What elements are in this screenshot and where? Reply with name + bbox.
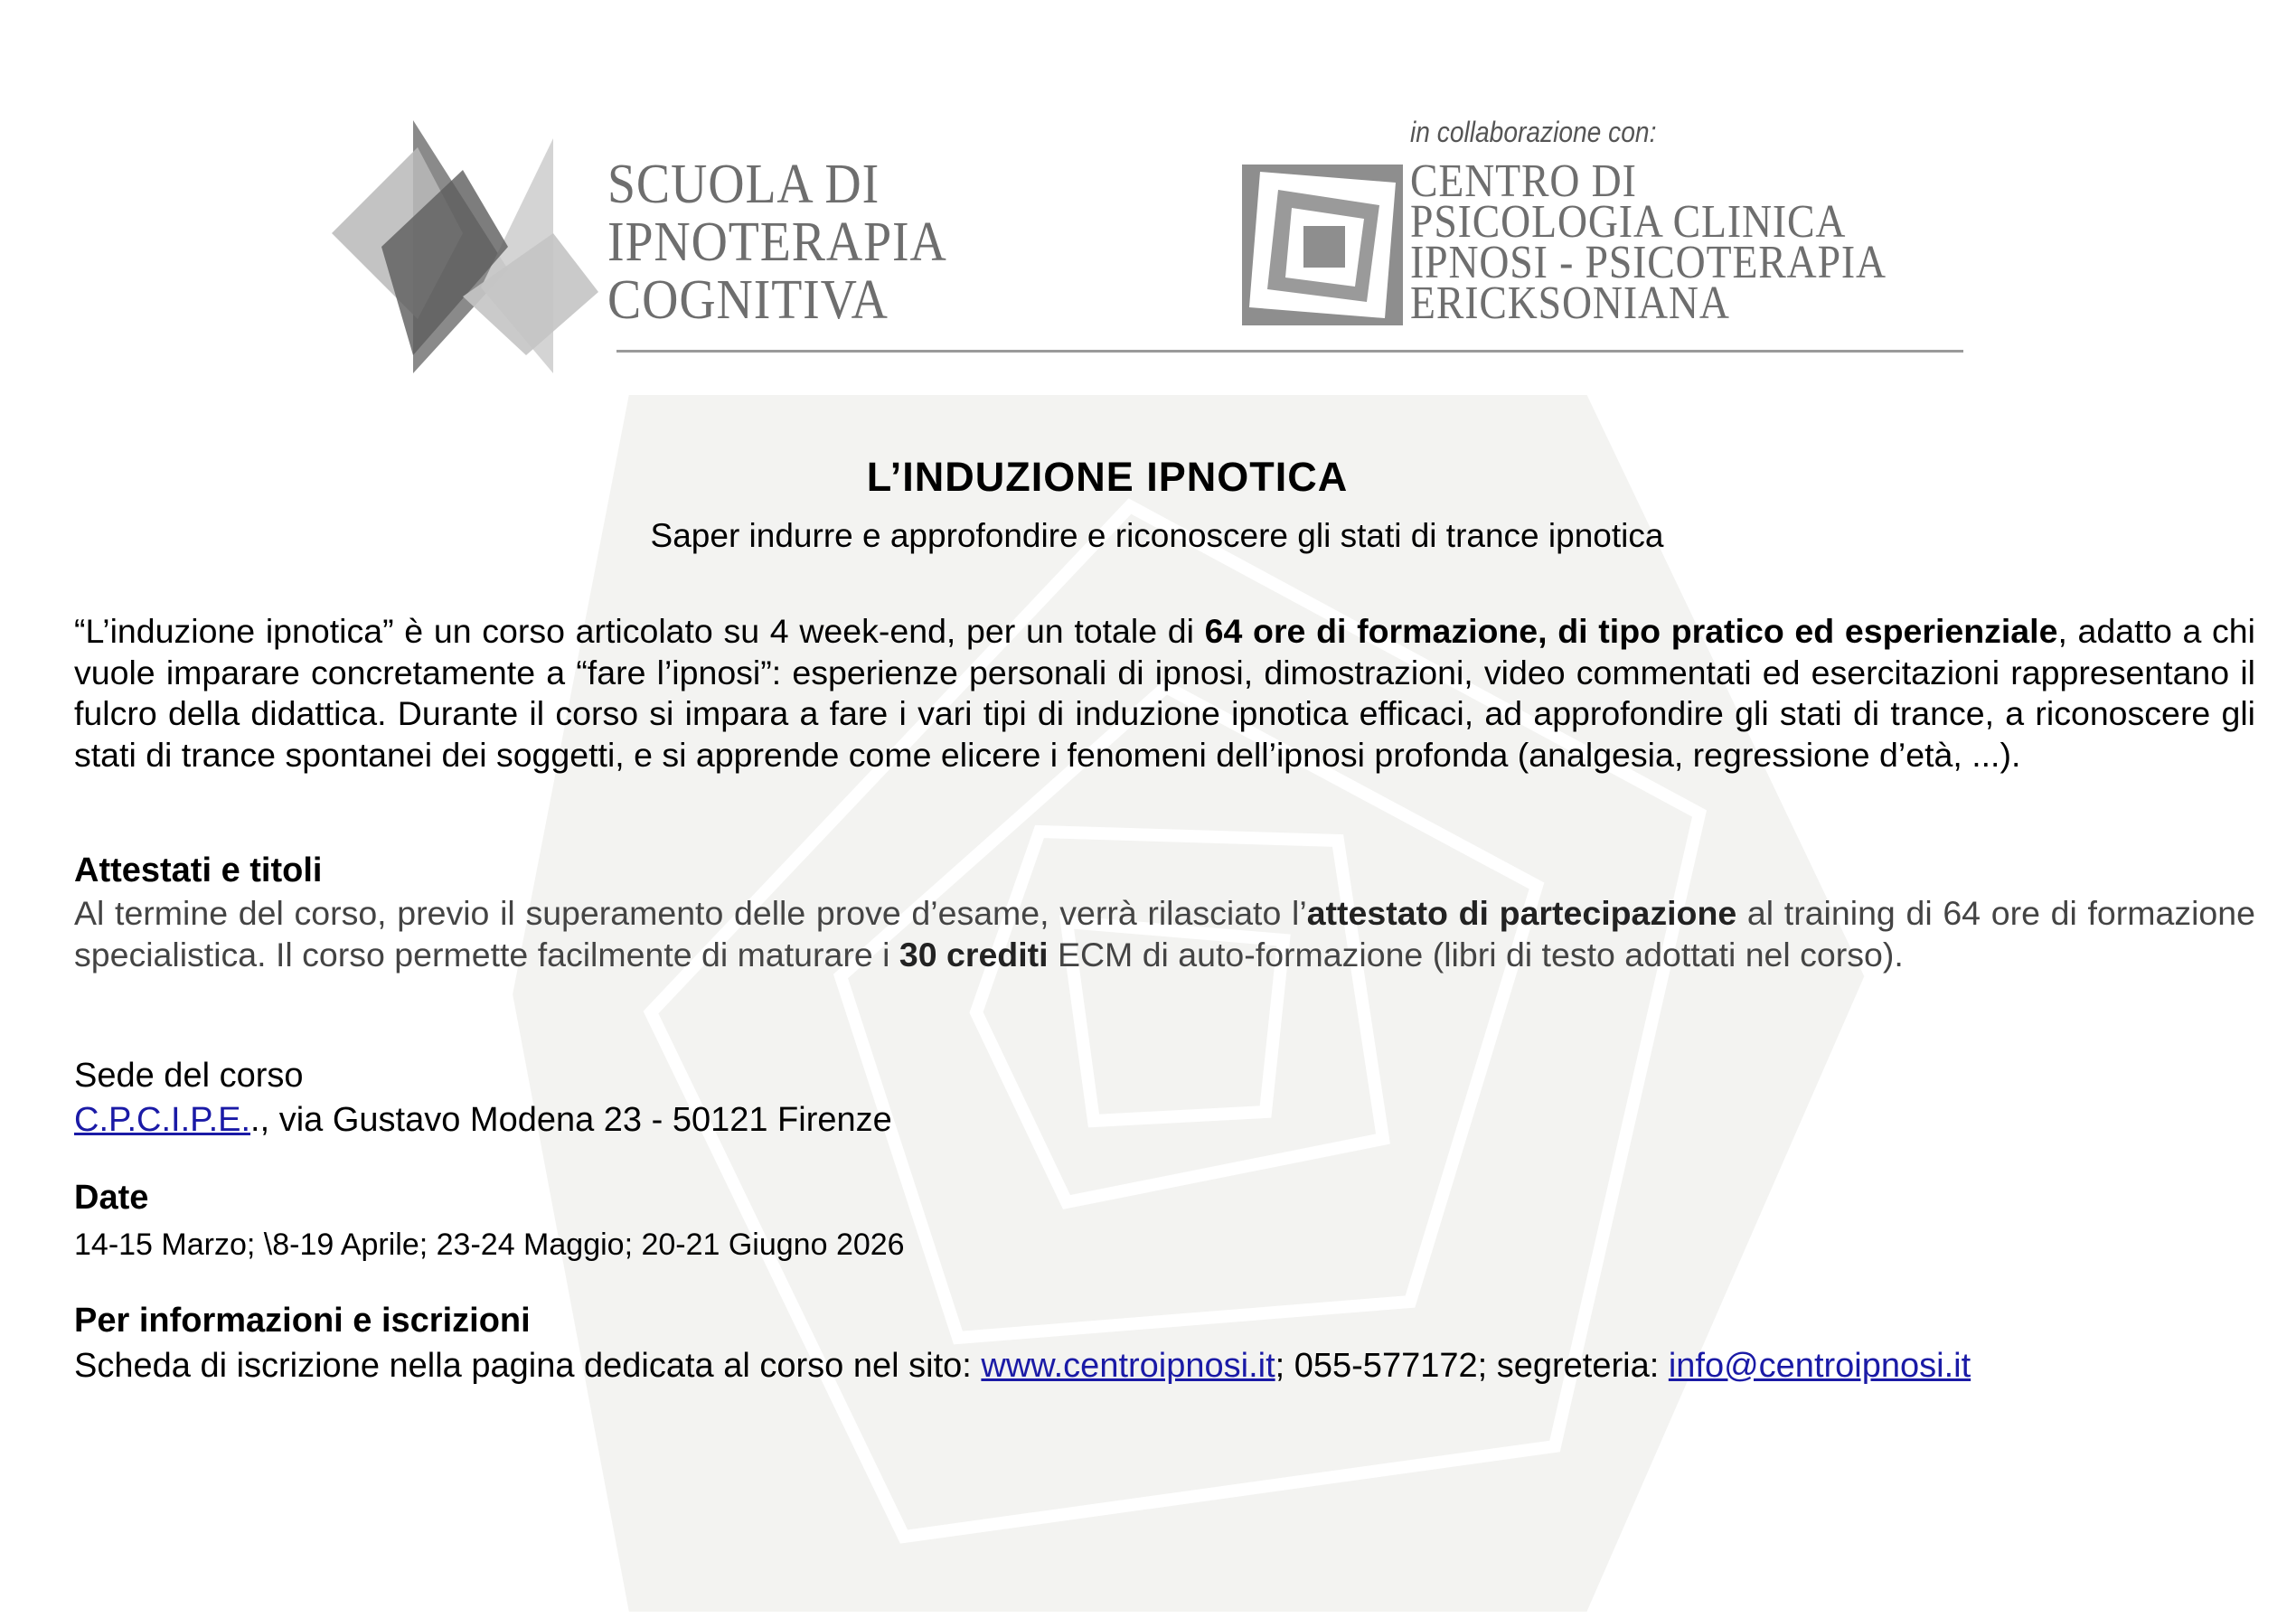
highlight: attestato di partecipazione — [1306, 894, 1737, 932]
logo-line: IPNOTERAPIA — [607, 212, 947, 273]
date-heading: Date — [74, 1179, 149, 1217]
logo-line: COGNITIVA — [607, 269, 889, 331]
course-title: L’INDUZIONE IPNOTICA — [866, 454, 1349, 500]
cpcipe-link[interactable]: C.P.C.I.P.E. — [74, 1101, 251, 1139]
school-logo-text — [607, 155, 947, 329]
logo-line: SCUOLA DI — [607, 154, 880, 215]
website-link[interactable]: www.centroipnosi.it — [981, 1347, 1275, 1385]
text: Scheda di iscrizione nella pagina dedicata al corso nel sito: — [74, 1347, 982, 1385]
course-description — [74, 611, 2255, 776]
sede-address — [74, 1101, 892, 1140]
logo-line: IPNOSI - PSICOTERAPIA — [1410, 237, 1887, 288]
text: “L’induzione ipnotica” è un corso articolato su 4 week-end, per un totale di — [74, 612, 1205, 650]
logo-line: PSICOLOGIA CLINICA — [1410, 196, 1847, 248]
text: Al termine del corso, previo il superamento delle prove d’esame, verrà rilasciato l’ — [74, 894, 1307, 932]
header-divider — [616, 350, 1963, 353]
logo-line: CENTRO DI — [1410, 155, 1637, 207]
email-link[interactable]: info@centroipnosi.it — [1668, 1347, 1971, 1385]
sede-heading: Sede del corso — [74, 1057, 304, 1095]
text: al training di 64 ore di formazione specialistica. Il corso permette facilmente di maturare i — [74, 894, 2255, 974]
text: ECM di auto-formazione (libri di testo adottati nel corso). — [1048, 935, 1904, 974]
address-text: ., via Gustavo Modena 23 - 50121 Firenze — [250, 1101, 892, 1139]
info-text — [74, 1347, 1971, 1386]
centro-logo-icon — [1242, 165, 1403, 325]
info-heading: Per informazioni e iscrizioni — [74, 1302, 531, 1340]
collaboration-label: in collaborazione con: — [1410, 116, 1657, 148]
highlight: 64 ore di formazione, di tipo pratico ed esperienziale — [1204, 612, 2058, 650]
attestati-text — [74, 893, 2255, 975]
attestati-heading: Attestati e titoli — [74, 851, 323, 889]
scuola-logo-icon — [327, 116, 607, 378]
highlight: 30 crediti — [899, 935, 1049, 974]
course-subtitle: Saper indurre e approfondire e riconoscere gli stati di trance ipnotica — [650, 517, 1664, 554]
text: ; 055-577172; segreteria: — [1275, 1347, 1669, 1385]
course-dates: 14-15 Marzo; \8-19 Aprile; 23-24 Maggio; 20-21 Giugno 2026 — [74, 1228, 905, 1262]
text: , adatto a chi vuole imparare concretamente a “fare l’ipnosi”: esperienze personali di ipnosi, dimostrazioni, video commentati ed esercitazioni rappresentano il fulcro della didattica. Durante il corso si impara a fare i vari tipi di induzione ipnotica efficaci, ad approfondire gli stati di trance, a riconoscere gli stati di trance spontanei dei soggetti, e si apprende come elicere i fenomeni dell’ipnosi profonda (analgesia, regressione d’età, ...). — [74, 612, 2255, 774]
logo-line: ERICKSONIANA — [1410, 278, 1730, 329]
partner-logo-text — [1410, 155, 1887, 329]
